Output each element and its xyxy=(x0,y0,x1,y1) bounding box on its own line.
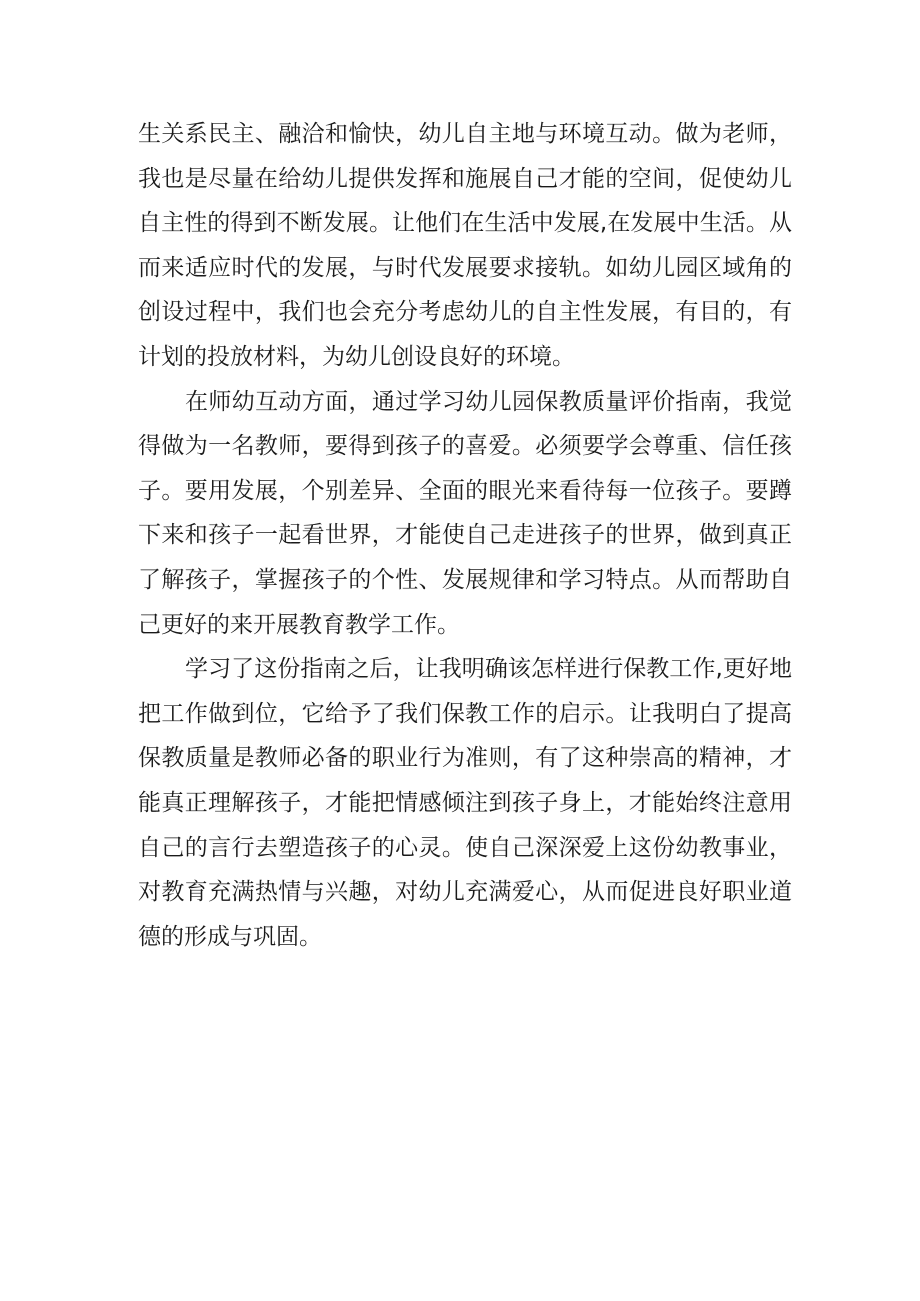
paragraph-line: 在师幼互动方面，通过学习幼儿园保教质量评价指南，我觉 xyxy=(185,388,792,415)
paragraph-line: 我也是尽量在给幼儿提供发挥和施展自己才能的空间，促使幼儿 xyxy=(138,165,792,192)
paragraph-line: 得做为一名教师，要得到孩子的喜爱。必须要学会尊重、信任孩 xyxy=(138,433,792,460)
paragraph-line: 保教质量是教师必备的职业行为准则，有了这种崇高的精神，才 xyxy=(138,745,792,772)
document-body xyxy=(138,112,792,959)
paragraph-2 xyxy=(138,380,792,648)
paragraph-line: 德的形成与巩固。 xyxy=(138,923,322,950)
paragraph-line: 计划的投放材料，为幼儿创设良好的环境。 xyxy=(138,343,575,370)
paragraph-line: 对教育充满热情与兴趣，对幼儿充满爱心，从而促进良好职业道 xyxy=(138,879,792,906)
paragraph-line: 能真正理解孩子，才能把情感倾注到孩子身上，才能始终注意用 xyxy=(138,789,792,816)
paragraph-line: 下来和孩子一起看世界，才能使自己走进孩子的世界，做到真正 xyxy=(138,522,792,549)
paragraph-line: 学习了这份指南之后，让我明确该怎样进行保教工作,更好地 xyxy=(185,656,792,683)
paragraph-line: 把工作做到位，它给予了我们保教工作的启示。让我明白了提高 xyxy=(138,700,792,727)
paragraph-line: 而来适应时代的发展，与时代发展要求接轨。如幼儿园区域角的 xyxy=(138,254,792,281)
paragraph-line: 生关系民主、融洽和愉快，幼儿自主地与环境互动。做为老师， xyxy=(138,121,792,147)
paragraph-line: 自主性的得到不断发展。让他们在生活中发展,在发展中生活。从 xyxy=(138,210,792,237)
paragraph-line: 子。要用发展，个别差异、全面的眼光来看待每一位孩子。要蹲 xyxy=(138,477,792,504)
paragraph-line: 自己的言行去塑造孩子的心灵。使自己深深爱上这份幼教事业， xyxy=(138,834,792,861)
paragraph-1 xyxy=(138,112,792,380)
paragraph-3 xyxy=(138,647,792,959)
paragraph-line: 己更好的来开展教育教学工作。 xyxy=(138,611,460,638)
paragraph-line: 创设过程中，我们也会充分考虑幼儿的自主性发展，有目的，有 xyxy=(138,299,792,326)
paragraph-line: 了解孩子，掌握孩子的个性、发展规律和学习特点。从而帮助自 xyxy=(138,566,792,593)
